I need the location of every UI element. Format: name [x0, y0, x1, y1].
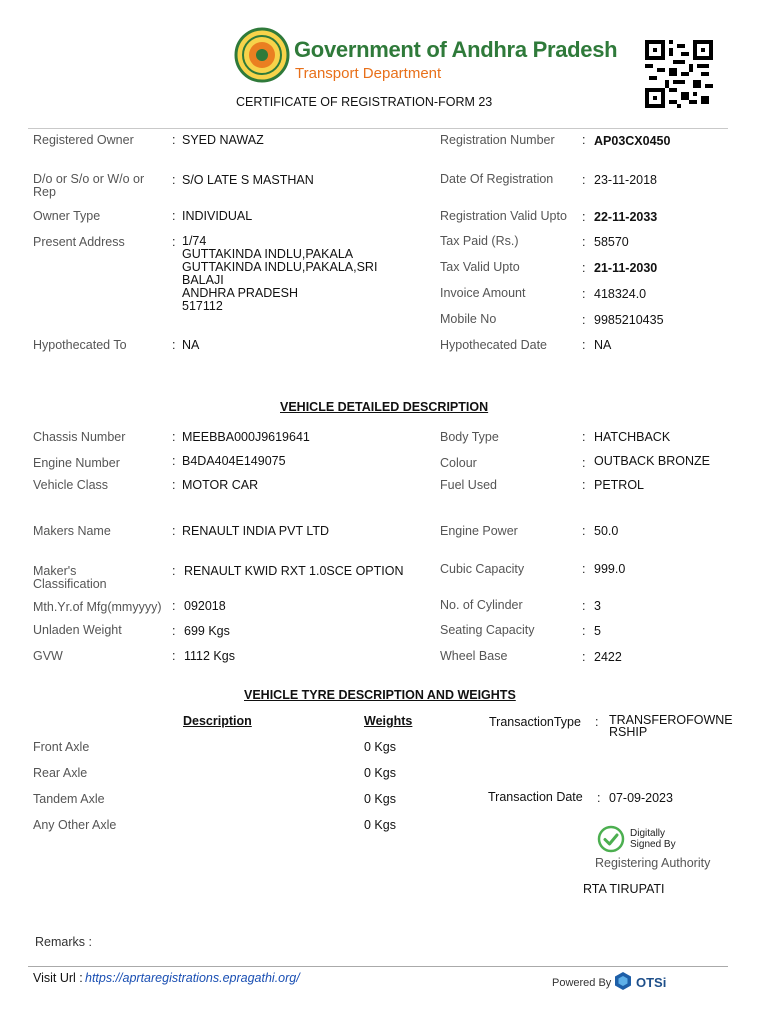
relation-value: S/O LATE S MASTHAN	[182, 173, 314, 187]
colon: :	[172, 599, 176, 613]
makers-classification-label: Maker's Classification	[33, 564, 107, 591]
reg-date-label: Date Of Registration	[440, 172, 554, 186]
cylinder-value: 3	[594, 599, 601, 613]
colon: :	[582, 562, 586, 576]
colon: :	[582, 338, 586, 352]
qr-code-icon	[645, 40, 713, 108]
hypothecated-to-value: NA	[182, 338, 200, 352]
reg-valid-value: 22-11-2033	[594, 210, 658, 224]
footer-divider	[28, 966, 728, 967]
colon: :	[582, 599, 586, 613]
mfg-date-value: 092018	[184, 599, 226, 613]
wheel-base-value: 2422	[594, 650, 622, 664]
colon: :	[597, 791, 601, 805]
ap-emblem-icon	[234, 27, 290, 83]
cubic-capacity-value: 999.0	[594, 562, 626, 576]
vehicle-section-title: VEHICLE DETAILED DESCRIPTION	[280, 400, 489, 414]
remarks-label: Remarks :	[35, 935, 92, 949]
tandem-axle-value: 0 Kgs	[364, 792, 396, 806]
engine-power-label: Engine Power	[440, 524, 518, 538]
colon: :	[172, 478, 176, 492]
colon: :	[595, 715, 599, 729]
vehicle-class-label: Vehicle Class	[33, 478, 109, 492]
fuel-label: Fuel Used	[440, 478, 497, 492]
cubic-capacity-label: Cubic Capacity	[440, 562, 525, 576]
reg-valid-label: Registration Valid Upto	[440, 209, 567, 223]
other-axle-value: 0 Kgs	[364, 818, 396, 832]
colon: :	[582, 430, 586, 444]
dept-title: Transport Department	[295, 65, 442, 82]
colon: :	[582, 261, 586, 275]
colon: :	[172, 564, 176, 578]
rta-office: RTA TIRUPATI	[583, 882, 665, 896]
body-type-value: HATCHBACK	[594, 430, 671, 444]
colon: :	[172, 173, 176, 187]
front-axle-value: 0 Kgs	[364, 740, 396, 754]
tyre-section-title: VEHICLE TYRE DESCRIPTION AND WEIGHTS	[244, 688, 516, 702]
gvw-value: 1112 Kgs	[184, 649, 235, 663]
mobile-label: Mobile No	[440, 312, 497, 326]
other-axle-label: Any Other Axle	[33, 818, 117, 832]
colon: :	[172, 624, 176, 638]
colon: :	[582, 478, 586, 492]
colon: :	[172, 430, 176, 444]
unladen-weight-label: Unladen Weight	[33, 623, 122, 637]
address-line: 1/74	[182, 234, 207, 248]
seating-value: 5	[594, 624, 601, 638]
front-axle-label: Front Axle	[33, 740, 90, 754]
tax-valid-label: Tax Valid Upto	[440, 260, 520, 274]
colon: :	[172, 133, 176, 147]
engine-number-value: B4DA404E149075	[182, 454, 286, 468]
form-title: CERTIFICATE OF REGISTRATION-FORM 23	[236, 95, 493, 109]
colour-label: Colour	[440, 456, 477, 470]
colour-value: OUTBACK BRONZE	[594, 454, 710, 468]
tyre-col-description: Description	[183, 714, 252, 728]
colon: :	[582, 313, 586, 327]
colon: :	[582, 173, 586, 187]
relation-label: D/o or S/o or W/o or Rep	[33, 172, 145, 199]
colon: :	[582, 287, 586, 301]
owner-type-label: Owner Type	[33, 209, 101, 223]
cylinder-label: No. of Cylinder	[440, 598, 523, 612]
chassis-label: Chassis Number	[33, 430, 126, 444]
fuel-value: PETROL	[594, 478, 645, 492]
tax-paid-label: Tax Paid (Rs.)	[440, 234, 519, 248]
vehicle-class-value: MOTOR CAR	[182, 478, 259, 492]
makers-name-value: RENAULT INDIA PVT LTD	[182, 524, 330, 538]
engine-number-label: Engine Number	[33, 456, 120, 470]
hypothecated-date-value: NA	[594, 338, 612, 352]
invoice-label: Invoice Amount	[440, 286, 526, 300]
transaction-type-label: TransactionType	[489, 715, 581, 729]
otsi-logo-icon	[613, 971, 633, 991]
makers-classification-value: RENAULT KWID RXT 1.0SCE OPTION	[184, 564, 404, 578]
powered-by-text: Powered By	[552, 977, 612, 989]
address-block	[182, 235, 377, 313]
wheel-base-label: Wheel Base	[440, 649, 508, 663]
colon: :	[582, 210, 586, 224]
unladen-weight-value: 699 Kgs	[184, 624, 230, 638]
tax-valid-value: 21-11-2030	[594, 261, 658, 275]
govt-title: Government of Andhra Pradesh	[294, 37, 618, 62]
colon: :	[172, 524, 176, 538]
invoice-value: 418324.0	[594, 287, 647, 301]
colon: :	[172, 649, 176, 663]
digitally-signed-text: Digitally Signed By	[630, 828, 676, 850]
colon: :	[172, 454, 176, 468]
colon: :	[582, 235, 586, 249]
otsi-brand: OTSi	[636, 975, 667, 990]
reg-date-value: 23-11-2018	[594, 173, 658, 187]
seating-label: Seating Capacity	[440, 623, 535, 637]
address-line: 517112	[182, 299, 223, 313]
tandem-axle-label: Tandem Axle	[33, 792, 105, 806]
colon: :	[172, 209, 176, 223]
header-divider	[28, 128, 728, 129]
digital-signature-check-icon	[597, 825, 625, 853]
colon: :	[172, 338, 176, 352]
colon: :	[582, 456, 586, 470]
mobile-value: 9985210435	[594, 313, 664, 327]
chassis-value: MEEBBA000J9619641	[182, 430, 310, 444]
address-line: ANDHRA PRADESH	[182, 286, 298, 300]
colon: :	[172, 235, 176, 249]
mfg-date-label: Mth.Yr.of Mfg(mmyyyy)	[33, 600, 162, 614]
rear-axle-label: Rear Axle	[33, 766, 88, 780]
transaction-type-value: TRANSFEROFOWNERSHIP	[609, 713, 733, 739]
address-line: BALAJI	[182, 273, 224, 287]
tyre-col-weights: Weights	[364, 714, 413, 728]
address-line: GUTTAKINDA INDLU,PAKALA	[182, 247, 354, 261]
colon: :	[582, 650, 586, 664]
address-line: GUTTAKINDA INDLU,PAKALA,SRI	[182, 260, 378, 274]
visit-url-link[interactable]: https://aprtaregistrations.epragathi.org/	[85, 971, 300, 985]
visit-url-label: Visit Url :	[33, 971, 83, 985]
reg-number-value: AP03CX0450	[594, 134, 671, 148]
colon: :	[582, 624, 586, 638]
rear-axle-value: 0 Kgs	[364, 766, 396, 780]
transaction-date-value: 07-09-2023	[609, 791, 673, 805]
reg-number-label: Registration Number	[440, 133, 555, 147]
gvw-label: GVW	[33, 649, 63, 663]
hypothecated-to-label: Hypothecated To	[33, 338, 127, 352]
body-type-label: Body Type	[440, 430, 499, 444]
owner-value: SYED NAWAZ	[182, 133, 264, 147]
tax-paid-value: 58570	[594, 235, 629, 249]
hypothecated-date-label: Hypothecated Date	[440, 338, 548, 352]
address-label: Present Address	[33, 235, 125, 249]
transaction-date-label: Transaction Date	[488, 790, 583, 804]
engine-power-value: 50.0	[594, 524, 619, 538]
owner-type-value: INDIVIDUAL	[182, 209, 253, 223]
makers-name-label: Makers Name	[33, 524, 111, 538]
registering-authority: Registering Authority	[595, 856, 711, 870]
colon: :	[582, 524, 586, 538]
owner-label: Registered Owner	[33, 133, 134, 147]
colon: :	[582, 133, 586, 147]
